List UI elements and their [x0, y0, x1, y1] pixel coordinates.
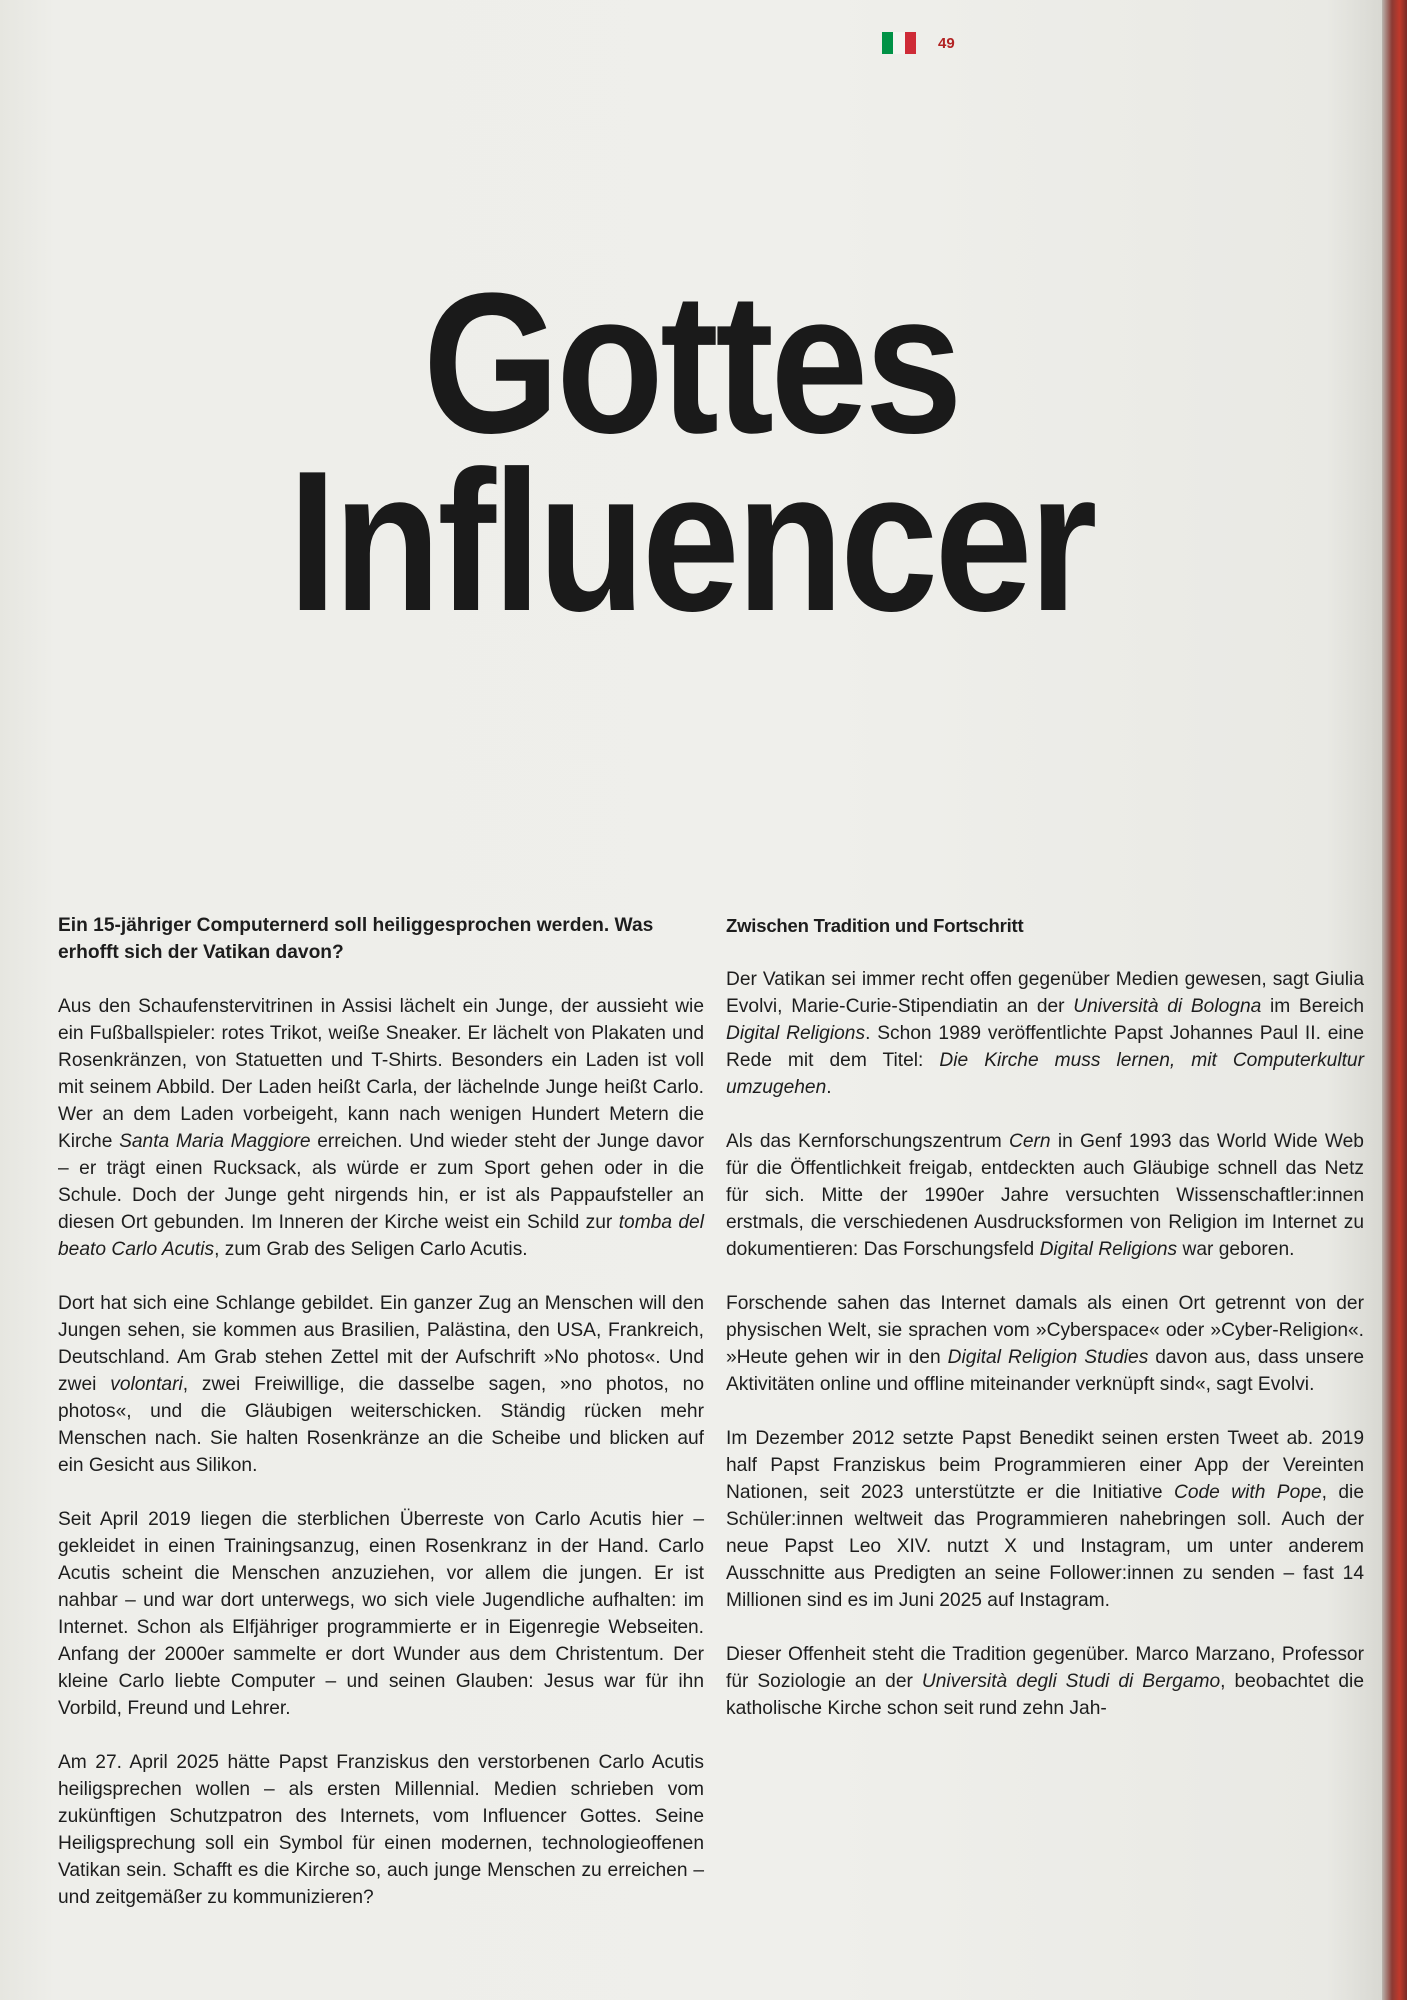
- body-paragraph: Forschende sahen das Internet damals als einen Ort getrennt von der physischen Welt, sie sprachen vom »Cyberspace« oder »Cyber-Religion«. »Heute gehen wir in den Digital Religion Studies davon aus, dass unsere Aktivitäten online und offline miteinander verknüpft sind«, sagt Evolvi.: [726, 1293, 1365, 1395]
- body-paragraph: Im Dezember 2012 setzte Papst Benedikt seinen ersten Tweet ab. 2019 half Papst Franziskus beim Programmieren einer App der Vereinten Nationen, seit 2023 unterstützte er die Initiative Code with Pope, die Schüler:innen weltweit das Programmieren nahebringen soll. Auch der neue Papst Leo XIV. nutzt X und Instagram, um unter anderem Ausschnitte aus Predigten an seine Follower:innen zu senden – fast 14 Millionen sind es im Juni 2025 auf Instagram.: [726, 1428, 1364, 1611]
- left-body: [58, 993, 704, 1911]
- flag-stripe-white: [893, 32, 904, 54]
- headline-line-2: Influencer: [288, 430, 1094, 653]
- flag-stripe-red: [905, 32, 916, 54]
- right-column: [726, 912, 1364, 1749]
- body-paragraph: Als das Kernforschungszentrum Cern in Genf 1993 das World Wide Web für die Öffentlichkeit freigab, entdeckten auch Gläubige schnell das Netz für sich. Mitte der 1990er Jahre versuchten Wissenschaftler:innen erstmals, die verschiedenen Ausdrucksformen von Religion im Internet zu dokumentieren: Das Forschungsfeld Digital Religions war geboren.: [726, 1131, 1364, 1260]
- lead-paragraph: Ein 15-jähriger Computernerd soll heiliggesprochen werden. Was erhofft sich der Vatikan davon?: [58, 915, 654, 963]
- flag-stripe-green: [882, 32, 893, 54]
- left-column: [58, 912, 704, 1938]
- body-paragraph: Der Vatikan sei immer recht offen gegenüber Medien gewesen, sagt Giulia Evolvi, Marie-Curie-Stipendiatin an der Università di Bologna im Bereich Digital Religions. Schon 1989 veröffentlichte Papst Johannes Paul II. eine Rede mit dem Titel: Die Kirche muss lernen, mit Computerkultur umzugehen.: [726, 969, 1364, 1098]
- body-paragraph: Am 27. April 2025 hätte Papst Franziskus den verstorbenen Carlo Acutis heiligsprechen wollen – als ersten Millennial. Medien schrieben vom zukünftigen Schutzpatron des Internets, vom Influencer Gottes. Seine Heiligsprechung soll ein Symbol für einen modernen, technologieoffenen Vatikan sein. Schafft es die Kirche so, auch junge Menschen zu erreichen – und zeitgemäßer zu kommunizieren?: [58, 1752, 704, 1908]
- body-paragraph: Dieser Offenheit steht die Tradition gegenüber. Marco Marzano, Professor für Soziologie an der Università degli Studi di Bergamo, beobachtet die katholische Kirche schon seit rund zehn Jah-: [726, 1644, 1364, 1719]
- body-paragraph: Dort hat sich eine Schlange gebildet. Ein ganzer Zug an Menschen will den Jungen sehen, sie kommen aus Brasilien, Palästina, den USA, Frankreich, Deutschland. Am Grab stehen Zettel mit der Aufschrift »No photos«. Und zwei volontari, zwei Freiwillige, die dasselbe sagen, »no photos, no photos«, und die Gläubigen weiterschicken. Ständig rücken mehr Menschen nach. Sie halten Rosenkränze an die Scheibe und blicken auf ein Gesicht aus Silikon.: [58, 1293, 704, 1476]
- body-paragraph: Seit April 2019 liegen die sterblichen Überreste von Carlo Acutis hier – gekleidet in einen Trainingsanzug, einen Rosenkranz in der Hand. Carlo Acutis scheint die Menschen anzuziehen, vor allem die jungen. Er ist nahbar – und war dort unterwegs, wo sich viele Jugendliche aufhalten: im Internet. Schon als Elfjähriger programmierte er in Eigenregie Webseiten. Anfang der 2000er sammelte er dort Wunder aus dem Christentum. Der kleine Carlo liebte Computer – und seinen Glauben: Jesus war für ihn Vorbild, Freund und Lehrer.: [58, 1509, 704, 1719]
- headline: [83, 252, 1299, 653]
- next-page-edge: [1382, 0, 1407, 2000]
- subheading: Zwischen Tradition und Fortschritt: [726, 915, 1024, 936]
- page-number: 49: [938, 34, 955, 52]
- headline-line-1: Gottes: [422, 252, 960, 475]
- right-body-main: [726, 966, 1364, 1722]
- italian-flag-icon: [882, 32, 916, 54]
- body-paragraph: Aus den Schaufenstervitrinen in Assisi lächelt ein Junge, der aussieht wie ein Fußballspieler: rotes Trikot, weiße Sneaker. Er lächelt von Plakaten und Rosenkränzen, von Statuetten und T-Shirts. Besonders ein Laden ist voll mit seinem Abbild. Der Laden heißt Carla, der lächelnde Junge heißt Carlo. Wer an dem Laden vorbeigeht, kann nach wenigen Hundert Metern die Kirche Santa Maria Maggiore erreichen. Und wieder steht der Junge davor – er trägt einen Rucksack, als würde er zum Sport gehen oder in die Schule. Doch der Junge geht nirgends hin, er ist als Pappaufsteller an diesen Ort gebunden. Im Inneren der Kirche weist ein Schild zur tomba del beato Carlo Acutis, zum Grab des Seligen Carlo Acutis.: [58, 996, 704, 1260]
- page-header: [882, 32, 955, 54]
